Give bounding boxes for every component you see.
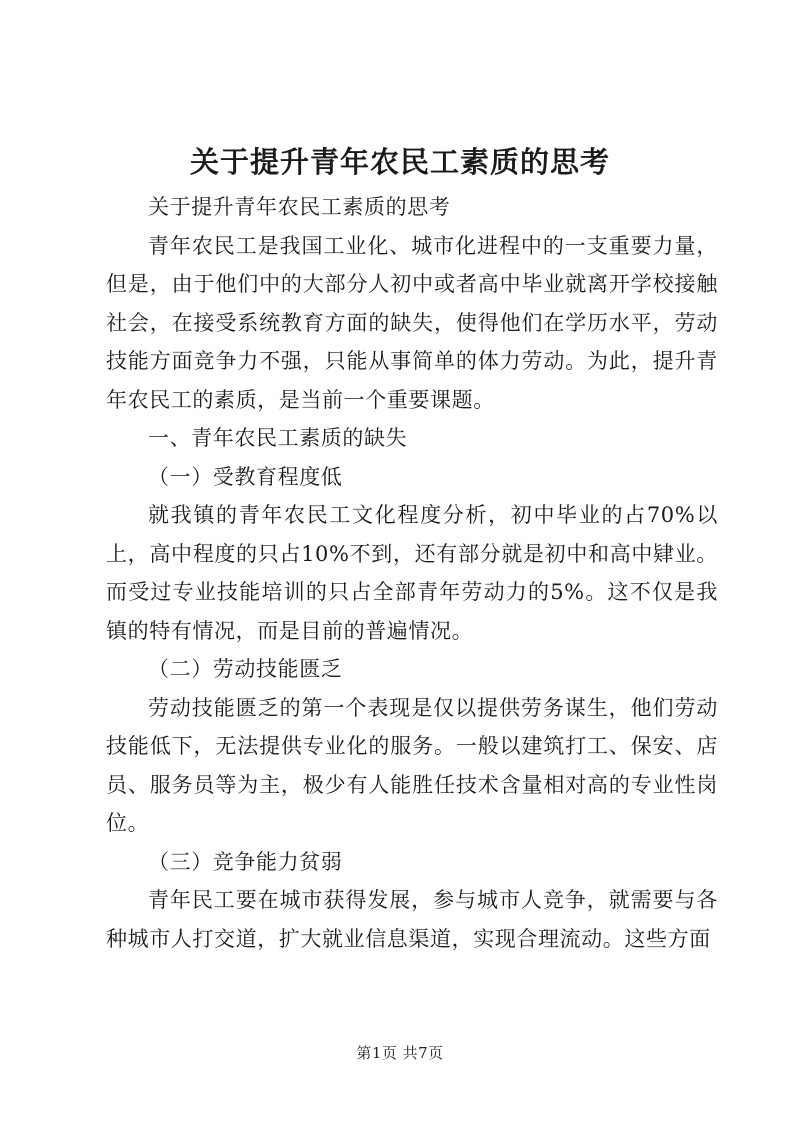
- intro-paragraph: 青年农民工是我国工业化、城市化进程中的一支重要力量，但是，由于他们中的大部分人初中或者高中毕业就离开学校接触社会，在接受系统教育方面的缺失，使得他们在学历水平，劳动技能方面竞争力不强，只能从事简单的体力劳动。为此，提升青年农民工的素质，是当前一个重要课题。: [106, 233, 718, 412]
- subsection-heading-1: （一）受教育程度低: [148, 464, 343, 489]
- subsection-heading-2: （二）劳动技能匮乏: [148, 657, 343, 681]
- document-body: [106, 188, 718, 958]
- subsection-heading-3: （三）竞争能力贫弱: [148, 849, 343, 874]
- paragraph-education: 就我镇的青年农民工文化程度分析，初中毕业的占70%以上，高中程度的只占10%不到，还有部分就是初中和高中肄业。而受过专业技能培训的只占全部青年劳动力的5%。这不仅是我镇的特有情况，而是目前的普遍情况。: [106, 503, 718, 643]
- page-footer: 第1页 共7页: [356, 1044, 444, 1062]
- paragraph-skills: 劳动技能匮乏的第一个表现是仅以提供劳务谋生，他们劳动技能低下，无法提供专业化的服务。一般以建筑打工、保安、店员、服务员等为主，极少有人能胜任技术含量相对高的专业性岗位。: [106, 695, 718, 835]
- section-heading-1: 一、青年农民工素质的缺失: [148, 426, 408, 450]
- paragraph-competition: 青年民工要在城市获得发展，参与城市人竞争，就需要与各种城市人打交道，扩大就业信息渠道，实现合理流动。这些方面: [106, 888, 718, 951]
- subtitle-paragraph: 关于提升青年农民工素质的思考: [148, 195, 451, 219]
- document-title: 关于提升青年农民工素质的思考: [189, 145, 610, 179]
